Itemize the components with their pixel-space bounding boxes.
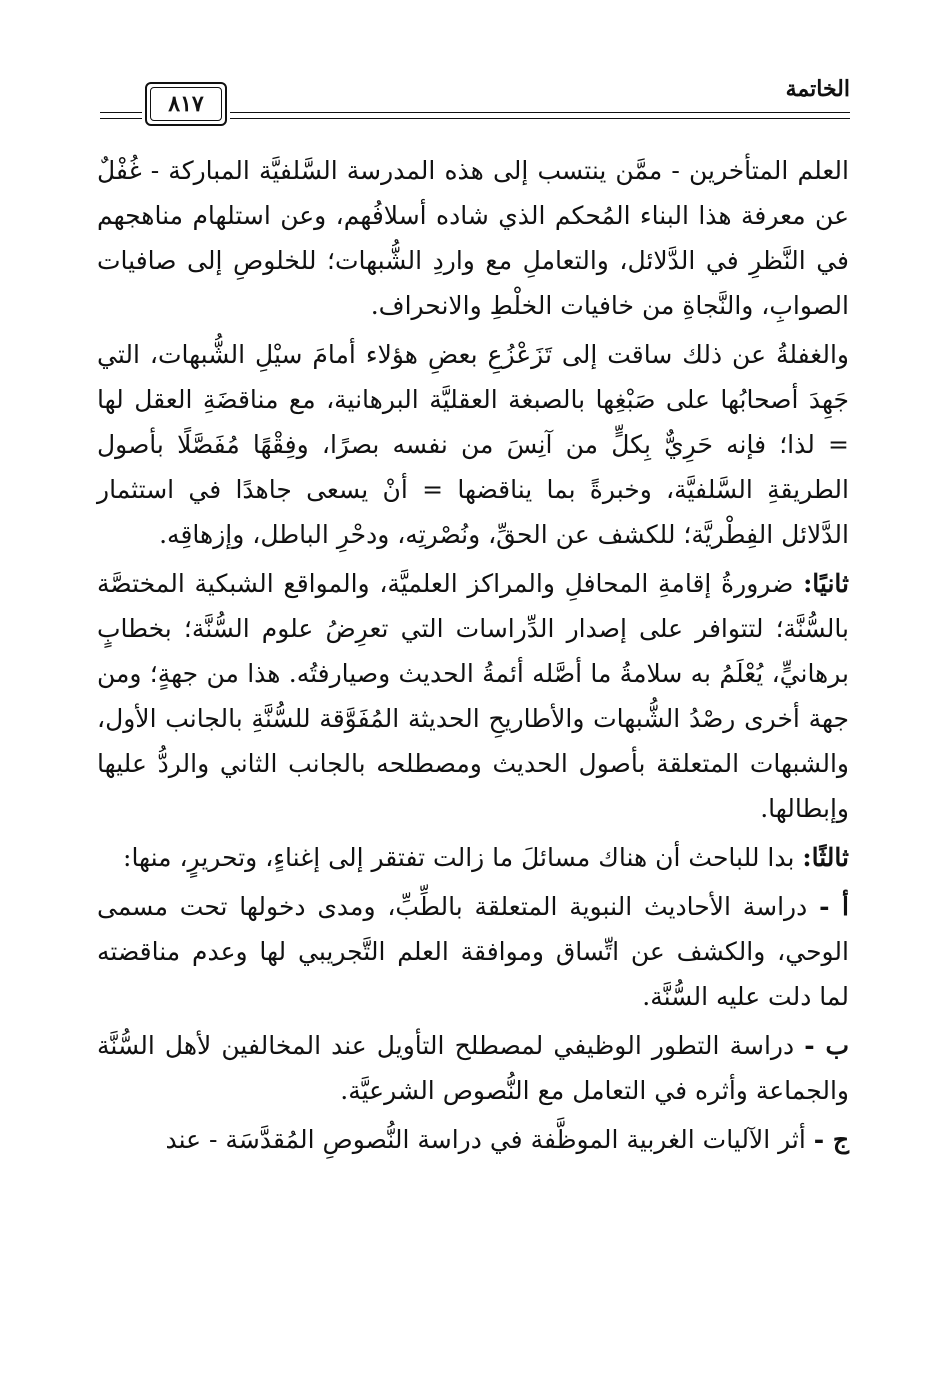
point-heading: ثالثًا:: [802, 843, 849, 872]
list-item-b: [97, 1023, 849, 1113]
paragraph-second-point: [97, 561, 849, 831]
paragraph-text: العلم المتأخرين - ممَّن ينتسب إلى هذه المدرسة السَّلفيَّة المباركة - غُفْلٌ عن معرفة هذا البناء المُحكم الذي شاده أسلافُهم، وعن استلهام مناهجهم في النَّظرِ في الدَّلائل، والتعاملِ مع واردِ الشُّبهات؛ للخلوصِ إلى صافيات الصوابِ، والنَّجاةِ من خافيات الخلْطِ والانحراف.: [97, 156, 849, 320]
paragraph-text: والغفلةُ عن ذلك ساقت إلى تَزَعْزُعِ بعضِ هؤلاء أمامَ سيْلِ الشُّبهات، التي جَهِدَ أصحابُها على صَبْغِها بالصبغة العقليَّة البرهانية، مع مناقضَةِ العقل لها = لذا؛ فإنه حَرِيٌّ بِكلٍّ من آنِسَ من نفسه بصرًا، وفِقْهًا مُفَصَّلًا بأصول الطريقةِ السَّلفيَّة، وخبرةً بما يناقضها = أنْ يسعى جاهدًا في استثمار الدَّلائل الفِطْريَّة؛ للكشف عن الحقِّ، ونُصْرتِه، ودحْرِ الباطل، وإزهاقِه.: [97, 340, 849, 549]
paragraph-text: بدا للباحث أن هناك مسائلَ ما زالت تفتقر إلى إغناءٍ، وتحريرٍ، منها:: [123, 843, 795, 872]
list-item-text: دراسة الأحاديث النبوية المتعلقة بالطِّبِّ، ومدى دخولها تحت مسمى الوحي، والكشف عن اتِّساق وموافقة العلم التَّجريبي لها وعدم مناقضته لما دلت عليه السُّنَّة.: [97, 892, 849, 1011]
paragraph-2: [97, 332, 849, 557]
list-item-a: [97, 884, 849, 1019]
page-number: ٨١٧: [150, 87, 222, 121]
page-number-frame: [145, 82, 227, 126]
paragraph-third-point: [97, 835, 849, 880]
list-letter: ج -: [813, 1125, 849, 1154]
running-title: الخاتمة: [785, 76, 850, 102]
point-heading: ثانيًا:: [803, 569, 849, 598]
list-letter: ب -: [804, 1031, 849, 1060]
paragraph-text: ضرورةُ إقامةِ المحافلِ والمراكز العلميَّة، والمواقع الشبكية المختصَّة بالسُّنَّة؛ لتتوافر على إصدار الدِّراسات التي تعرِضُ علوم السُّنَّة؛ بخطابٍ برهانيٍّ، يُعْلَمُ به سلامةُ ما أصَّله أئمةُ الحديث وصيارفتُه. هذا من جهةٍ؛ ومن جهة أخرى رصْدُ الشُّبهات والأطاريحِ الحديثة المُفَوَّقة للسُّنَّةِ بالجانب الأول، والشبهات المتعلقة بأصول الحديث ومصطلحه بالجانب الثاني والردُّ عليها وإبطالها.: [97, 569, 849, 823]
paragraph-1: [97, 148, 849, 328]
list-item-c: [97, 1117, 849, 1162]
header-rule: [230, 112, 850, 119]
page-header: [100, 70, 850, 130]
list-item-text: دراسة التطور الوظيفي لمصطلح التأويل عند المخالفين لأهل السُّنَّة والجماعة وأثره في التعامل مع النُّصوص الشرعيَّة.: [97, 1031, 849, 1105]
list-item-text: أثر الآليات الغربية الموظَّفة في دراسة النُّصوصِ المُقدَّسَة - عند: [165, 1125, 806, 1154]
body-text: [97, 148, 849, 1166]
list-letter: أ -: [819, 892, 849, 921]
header-rule-left: [100, 112, 142, 119]
